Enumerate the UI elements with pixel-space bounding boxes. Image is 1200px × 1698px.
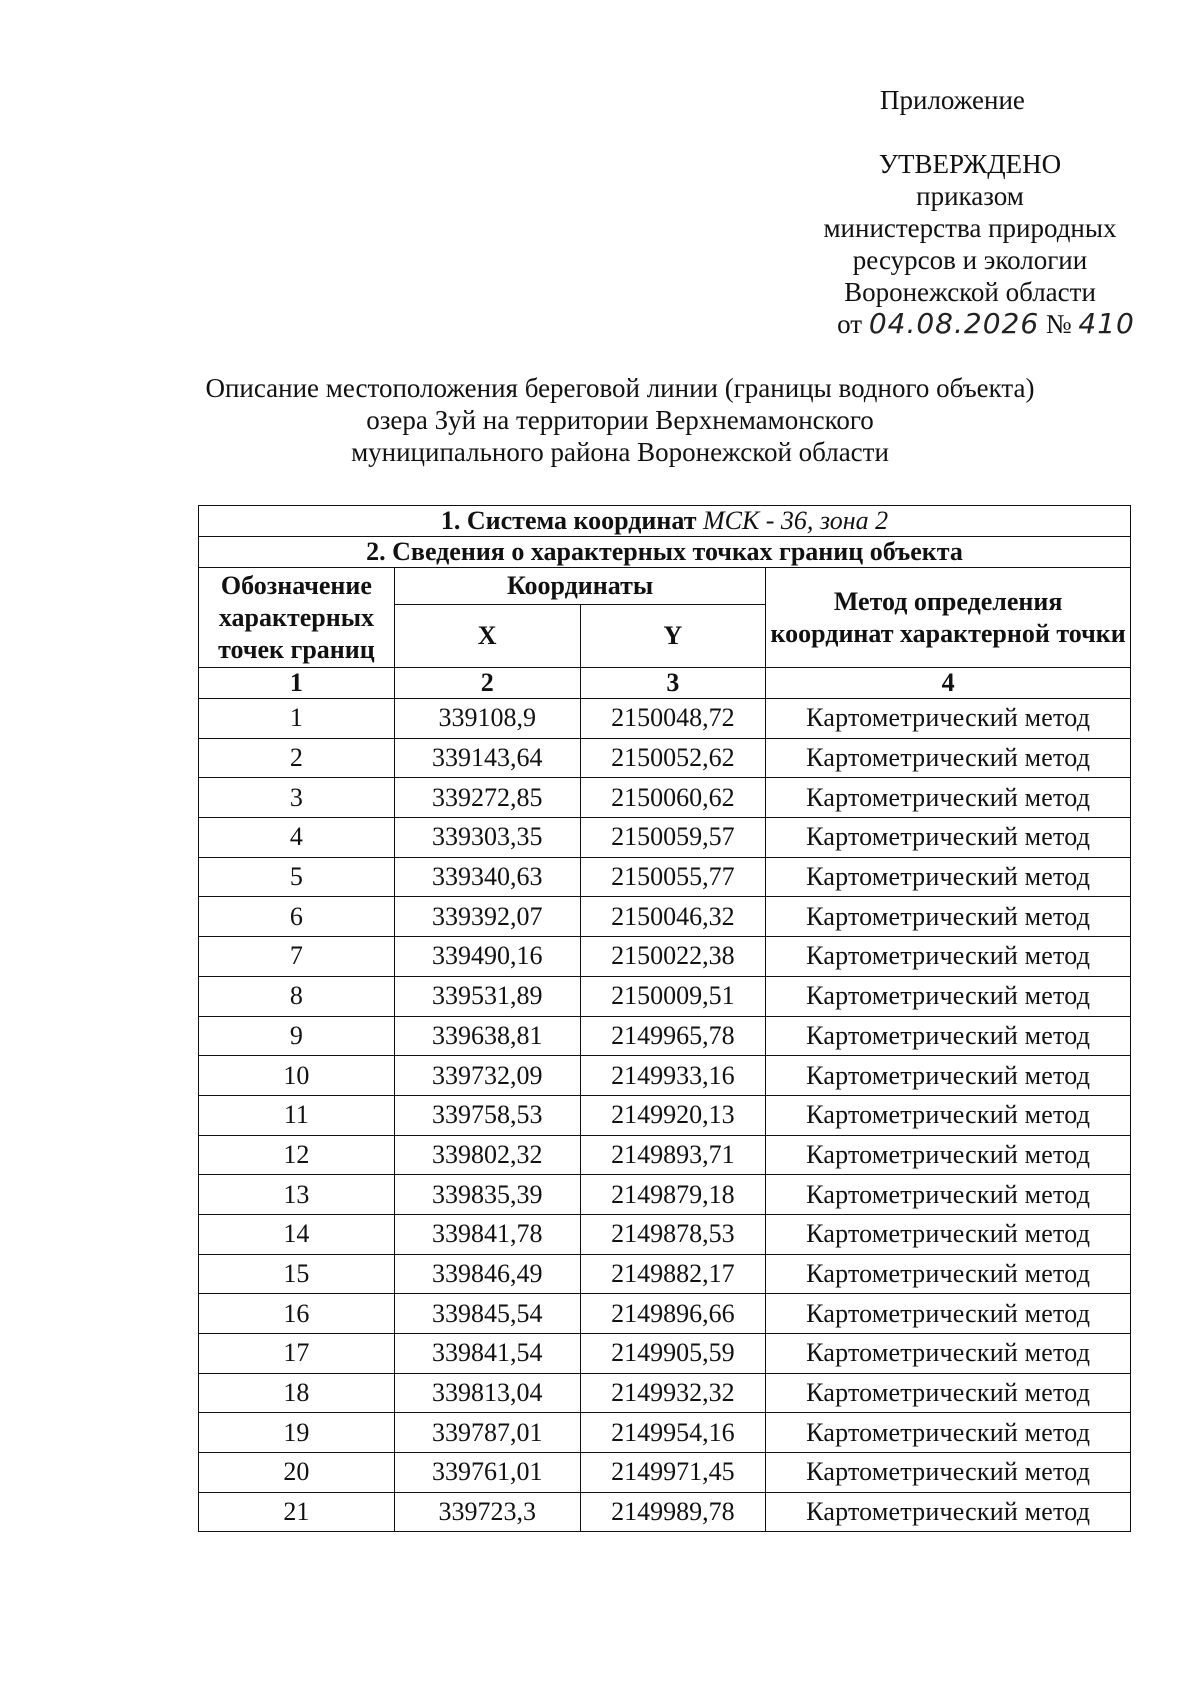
order-line: Воронежской области <box>844 277 1096 307</box>
order-line: министерства природных <box>823 213 1117 243</box>
handwritten-number: 410 <box>1078 307 1135 340</box>
y-coordinate-cell: 2149954,16 <box>580 1413 766 1453</box>
point-number-cell: 21 <box>199 1492 395 1532</box>
y-coordinate-cell: 2149971,45 <box>580 1453 766 1493</box>
method-cell: Картометрический метод <box>766 1016 1131 1056</box>
table-row <box>199 1373 1131 1413</box>
method-cell: Картометрический метод <box>766 1334 1131 1374</box>
method-cell: Картометрический метод <box>766 699 1131 739</box>
document-title <box>180 372 1060 468</box>
point-number-cell: 10 <box>199 1056 395 1096</box>
point-number-cell: 20 <box>199 1453 395 1493</box>
approval-stamp <box>780 148 1160 340</box>
y-coordinate-cell: 2150048,72 <box>580 699 766 739</box>
col-header-x: X <box>394 605 580 668</box>
y-coordinate-cell: 2149878,53 <box>580 1214 766 1254</box>
title-line: муниципального района Воронежской области <box>351 437 889 467</box>
column-number-row <box>199 668 1131 699</box>
x-coordinate-cell: 339108,9 <box>394 699 580 739</box>
col-header-coords: Координаты <box>394 568 765 605</box>
table-row <box>199 1492 1131 1532</box>
x-coordinate-cell: 339802,32 <box>394 1135 580 1175</box>
method-cell: Картометрический метод <box>766 1095 1131 1135</box>
x-coordinate-cell: 339638,81 <box>394 1016 580 1056</box>
method-cell: Картометрический метод <box>766 1413 1131 1453</box>
point-number-cell: 18 <box>199 1373 395 1413</box>
x-coordinate-cell: 339787,01 <box>394 1413 580 1453</box>
method-cell: Картометрический метод <box>766 1175 1131 1215</box>
x-coordinate-cell: 339143,64 <box>394 738 580 778</box>
method-cell: Картометрический метод <box>766 1492 1131 1532</box>
method-cell: Картометрический метод <box>766 1254 1131 1294</box>
table-row <box>199 1095 1131 1135</box>
coordinate-system-cell <box>199 506 1131 537</box>
table-row <box>199 738 1131 778</box>
method-cell: Картометрический метод <box>766 1135 1131 1175</box>
section-row <box>199 537 1131 568</box>
point-number-cell: 2 <box>199 738 395 778</box>
table-row <box>199 778 1131 818</box>
table-row <box>199 1413 1131 1453</box>
coordinates-table <box>198 505 1131 1532</box>
date-prefix: от <box>837 309 863 339</box>
y-coordinate-cell: 2150059,57 <box>580 818 766 858</box>
y-coordinate-cell: 2149882,17 <box>580 1254 766 1294</box>
x-coordinate-cell: 339490,16 <box>394 937 580 977</box>
approved-label: УТВЕРЖДЕНО <box>878 149 1062 179</box>
method-cell: Картометрический метод <box>766 1453 1131 1493</box>
method-cell: Картометрический метод <box>766 897 1131 937</box>
point-number-cell: 12 <box>199 1135 395 1175</box>
table-row <box>199 1453 1131 1493</box>
table-row <box>199 1294 1131 1334</box>
table-row <box>199 1334 1131 1374</box>
point-number-cell: 11 <box>199 1095 395 1135</box>
method-cell: Картометрический метод <box>766 1373 1131 1413</box>
point-number-cell: 6 <box>199 897 395 937</box>
column-number: 2 <box>394 668 580 699</box>
table-row <box>199 1254 1131 1294</box>
point-number-cell: 13 <box>199 1175 395 1215</box>
column-number: 3 <box>580 668 766 699</box>
title-line: Описание местоположения береговой линии (границы водного объекта) <box>205 373 1035 403</box>
point-number-cell: 15 <box>199 1254 395 1294</box>
x-coordinate-cell: 339758,53 <box>394 1095 580 1135</box>
y-coordinate-cell: 2149989,78 <box>580 1492 766 1532</box>
order-line: приказом <box>916 181 1024 211</box>
point-number-cell: 17 <box>199 1334 395 1374</box>
section-row <box>199 506 1131 537</box>
number-prefix: № <box>1045 309 1072 339</box>
y-coordinate-cell: 2149905,59 <box>580 1334 766 1374</box>
section1-label: 1. Система координат <box>440 506 697 535</box>
title-line: озера Зуй на территории Верхнемамонского <box>366 405 874 435</box>
y-coordinate-cell: 2150052,62 <box>580 738 766 778</box>
col-header-y: Y <box>580 605 766 668</box>
point-number-cell: 16 <box>199 1294 395 1334</box>
y-coordinate-cell: 2149879,18 <box>580 1175 766 1215</box>
x-coordinate-cell: 339303,35 <box>394 818 580 858</box>
table-row <box>199 1175 1131 1215</box>
table-row <box>199 1135 1131 1175</box>
method-cell: Картометрический метод <box>766 738 1131 778</box>
x-coordinate-cell: 339340,63 <box>394 857 580 897</box>
point-number-cell: 1 <box>199 699 395 739</box>
point-number-cell: 3 <box>199 778 395 818</box>
point-number-cell: 8 <box>199 976 395 1016</box>
point-number-cell: 19 <box>199 1413 395 1453</box>
column-number: 4 <box>766 668 1131 699</box>
table-row <box>199 1016 1131 1056</box>
x-coordinate-cell: 339723,3 <box>394 1492 580 1532</box>
column-number: 1 <box>199 668 395 699</box>
table-row <box>199 857 1131 897</box>
table-row <box>199 976 1131 1016</box>
x-coordinate-cell: 339846,49 <box>394 1254 580 1294</box>
annex-label: Приложение <box>880 85 1025 115</box>
method-cell: Картометрический метод <box>766 937 1131 977</box>
point-number-cell: 14 <box>199 1214 395 1254</box>
y-coordinate-cell: 2150046,32 <box>580 897 766 937</box>
table-row <box>199 937 1131 977</box>
table-row <box>199 1056 1131 1096</box>
y-coordinate-cell: 2150022,38 <box>580 937 766 977</box>
point-number-cell: 7 <box>199 937 395 977</box>
x-coordinate-cell: 339813,04 <box>394 1373 580 1413</box>
order-date-line <box>780 308 1160 340</box>
order-line: ресурсов и экологии <box>852 245 1088 275</box>
table-row <box>199 699 1131 739</box>
method-cell: Картометрический метод <box>766 976 1131 1016</box>
y-coordinate-cell: 2150055,77 <box>580 857 766 897</box>
x-coordinate-cell: 339761,01 <box>394 1453 580 1493</box>
y-coordinate-cell: 2149920,13 <box>580 1095 766 1135</box>
table-row <box>199 897 1131 937</box>
method-cell: Картометрический метод <box>766 857 1131 897</box>
handwritten-date: 04.08.2026 <box>868 307 1040 340</box>
x-coordinate-cell: 339392,07 <box>394 897 580 937</box>
x-coordinate-cell: 339272,85 <box>394 778 580 818</box>
method-cell: Картометрический метод <box>766 818 1131 858</box>
y-coordinate-cell: 2149965,78 <box>580 1016 766 1056</box>
method-cell: Картометрический метод <box>766 1214 1131 1254</box>
table-row <box>199 818 1131 858</box>
table-row <box>199 1214 1131 1254</box>
point-number-cell: 4 <box>199 818 395 858</box>
method-cell: Картометрический метод <box>766 778 1131 818</box>
method-cell: Картометрический метод <box>766 1056 1131 1096</box>
col-header-point: Обозначение характерных точек границ <box>199 568 395 668</box>
point-number-cell: 9 <box>199 1016 395 1056</box>
header-row <box>199 568 1131 605</box>
y-coordinate-cell: 2149932,32 <box>580 1373 766 1413</box>
x-coordinate-cell: 339835,39 <box>394 1175 580 1215</box>
section2-label: 2. Сведения о характерных точках границ объекта <box>199 537 1131 568</box>
y-coordinate-cell: 2149896,66 <box>580 1294 766 1334</box>
x-coordinate-cell: 339845,54 <box>394 1294 580 1334</box>
x-coordinate-cell: 339841,54 <box>394 1334 580 1374</box>
x-coordinate-cell: 339732,09 <box>394 1056 580 1096</box>
method-cell: Картометрический метод <box>766 1294 1131 1334</box>
col-header-method: Метод определения координат характерной точки <box>766 568 1131 668</box>
y-coordinate-cell: 2150009,51 <box>580 976 766 1016</box>
y-coordinate-cell: 2149893,71 <box>580 1135 766 1175</box>
y-coordinate-cell: 2150060,62 <box>580 778 766 818</box>
y-coordinate-cell: 2149933,16 <box>580 1056 766 1096</box>
x-coordinate-cell: 339841,78 <box>394 1214 580 1254</box>
section1-value: МСК - 36, зона 2 <box>702 506 889 535</box>
point-number-cell: 5 <box>199 857 395 897</box>
x-coordinate-cell: 339531,89 <box>394 976 580 1016</box>
